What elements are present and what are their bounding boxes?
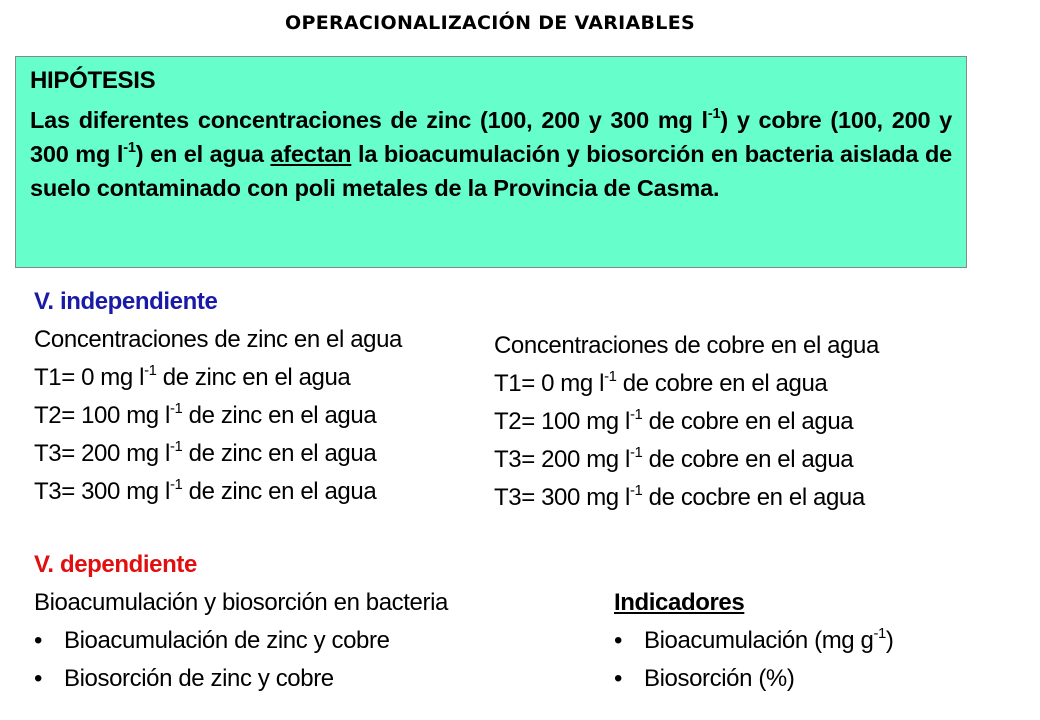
page-title: OPERACIONALIZACIÓN DE VARIABLES: [285, 12, 695, 34]
copper-title: Concentraciones de cobre en el agua: [494, 332, 879, 359]
zinc-item: T3= 200 mg $l^{-1}$ de zinc en el agua: [34, 439, 377, 467]
hypothesis-part-3: ) en el agua: [135, 141, 271, 167]
bullet-icon: •: [34, 627, 43, 654]
list-item: • Biosorción de zinc y cobre: [34, 660, 448, 698]
copper-item: T3= 300 mg $l^{-1}$ de cocbre en el agua: [494, 483, 865, 511]
copper-item: T2= 100 mg $l^{-1}$ de cobre en el agua: [494, 407, 854, 435]
hypothesis-text: [30, 103, 952, 205]
independent-zinc-block: [34, 283, 402, 511]
hypothesis-underlined-word: afectan: [270, 141, 352, 167]
bullet-icon: •: [614, 665, 623, 692]
hypothesis-part-4: la bioacumulación y biosorción en bacteria aislada de suelo contaminado con poli metales de la Provincia de Casma.: [30, 141, 953, 201]
indicators-heading: Indicadores: [614, 589, 745, 616]
zinc-item: T1= 0 mg $l^{-1}$ de zinc en el agua: [34, 363, 351, 391]
list-item: • Biosorción (%): [614, 660, 893, 698]
hypothesis-heading: HIPÓTESIS: [30, 67, 156, 94]
zinc-item: T3= 300 mg $l^{-1}$ de zinc en el agua: [34, 477, 377, 505]
independent-heading: V. independiente: [34, 288, 218, 315]
dependent-block: [34, 546, 448, 698]
bullet-icon: •: [34, 665, 43, 692]
independent-copper-block: [494, 327, 879, 517]
indicators-block: [614, 584, 893, 698]
hypothesis-part-2: ) y cobre (100, 200 y 300 mg l: [30, 107, 952, 167]
zinc-item: T2= 100 mg $l^{-1}$ de zinc en el agua: [34, 401, 377, 429]
dependent-heading: V. dependiente: [34, 551, 197, 578]
bullet-icon: •: [614, 627, 623, 654]
copper-item: T1= 0 mg $l^{-1}$ de cobre en el agua: [494, 369, 828, 397]
superscript: -1: [123, 140, 136, 157]
superscript: -1: [707, 106, 721, 123]
copper-item: T3= 200 mg $l^{-1}$ de cobre en el agua: [494, 445, 854, 473]
list-item: • Bioacumulación de zinc y cobre: [34, 622, 448, 660]
dependent-title: Bioacumulación y biosorción en bacteria: [34, 589, 448, 616]
hypothesis-box: [15, 56, 967, 268]
hypothesis-part-1: Las diferentes concentraciones de zinc (100, 200 y 300 mg l: [30, 107, 708, 133]
zinc-title: Concentraciones de zinc en el agua: [34, 326, 402, 353]
list-item: • Bioacumulación (mg $g^{-1}$): [614, 622, 893, 660]
